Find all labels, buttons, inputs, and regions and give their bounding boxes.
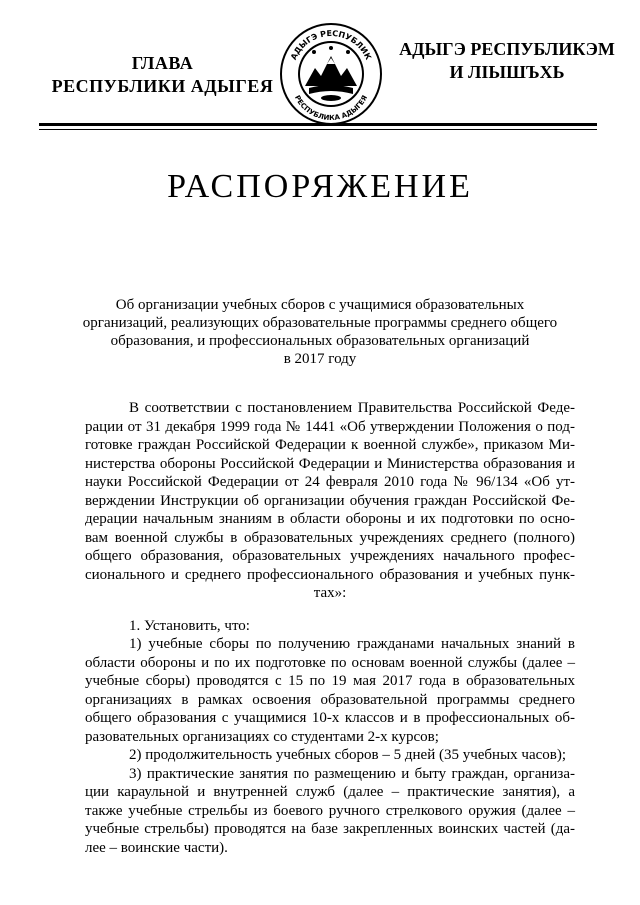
subject-line: Об организации учебных сборов с учащимися образовательных	[115, 297, 525, 313]
emblem-ring-text-bottom: РЕСПУБЛИКА АДЫГЕЯ	[292, 94, 370, 123]
preamble-line: тах»:	[313, 585, 347, 601]
issuer-republic: РЕСПУБЛИКИ АДЫГЕЯ	[51, 76, 274, 96]
document-subject	[70, 296, 570, 368]
subitem-line: ции караульной и внутренней служб (далее – практические занятия), а	[85, 784, 575, 800]
subitem-line: учебные стрельбы) проводятся на базе закрепленных воинских частей (да-	[85, 821, 575, 837]
subitem-line: также учебные стрельбы из боевого ручного стрелкового оружия (далее –	[85, 802, 575, 819]
document-title: РАСПОРЯЖЕНИЕ	[167, 168, 473, 205]
subject-line: образования, и профессиональных образовательных организаций	[110, 333, 530, 349]
emblem-ring-text-top: АДЫГЭ РЕСПУБЛИК	[289, 28, 373, 62]
subitem-line: 2) продолжительность учебных сборов – 5 дней (35 учебных часов);	[129, 747, 567, 763]
subitem-line: общего образования с учащимися 10-х классов и в профессиональных об-	[85, 710, 575, 726]
preamble-line: В соответствии с постановлением Правительства Российской Феде-	[129, 400, 575, 416]
preamble-paragraph	[85, 399, 575, 603]
subitem-3	[85, 765, 575, 858]
subitem-line: 3) практические занятия по размещению и быту граждан, организа-	[129, 765, 575, 782]
preamble-line: сионального и среднего профессионального образования и учебных пунк-	[85, 566, 575, 583]
subitem-line: учебные сборы) проводятся с 15 по 19 мая 2017 года в образовательных	[85, 673, 575, 689]
subitem-2	[85, 746, 575, 765]
header-rule-thick	[39, 123, 597, 126]
preamble-line: вам военной службы в образовательных учреждениях среднего (полного)	[85, 529, 575, 546]
header-rule-thin	[39, 129, 597, 130]
item1-heading: 1. Установить, что:	[129, 617, 250, 634]
issuer-block-adyghe	[388, 38, 626, 84]
subitem-line: организациях в рамках освоения образовательной программы среднего	[85, 691, 575, 708]
issuer-title: ГЛАВА	[131, 53, 194, 73]
preamble-line: готовке граждан Российской Федерации к военной службе», приказом Ми-	[85, 437, 575, 453]
preamble-line: рации от 31 декабря 1999 года № 1441 «Об утверждении Положения о под-	[85, 418, 575, 435]
preamble-line: нистерства обороны Российской Федерации и Министерства образования и	[85, 455, 575, 472]
subitem-line: 1) учебные сборы по получению гражданами начальных знаний в	[129, 636, 575, 652]
issuer-title-adyghe: И ЛІЫШЪХЬ	[449, 62, 565, 82]
subitem-line: области обороны и по их подготовке по основам военной службы (далее –	[85, 654, 575, 671]
issuer-block-russian	[40, 52, 285, 98]
subject-line: организаций, реализующих образовательные программы среднего общего	[82, 315, 558, 331]
republic-emblem-icon	[279, 22, 383, 126]
preamble-line: науки Российской Федерации от 24 февраля 2010 года № 96/134 «Об ут-	[85, 474, 575, 490]
paragraph-gap	[85, 603, 575, 617]
preamble-line: дерации начальным знаниям в области обороны и их подготовки по осно-	[85, 511, 575, 527]
subitem-line: разовательных организациях со студентами 2-х курсов;	[85, 728, 439, 745]
subject-line: в 2017 году	[283, 351, 357, 367]
subitem-line: лее – воинские части).	[85, 839, 228, 856]
issuer-republic-adyghe: АДЫГЭ РЕСПУБЛИКЭМ	[399, 39, 615, 59]
preamble-line: верждении Инструкции об организации обучения граждан Российской Фе-	[85, 492, 575, 509]
subitem-1	[85, 635, 575, 746]
document-body	[85, 399, 575, 857]
preamble-line: общего образования, образовательных учреждениях начального профес-	[85, 548, 575, 564]
